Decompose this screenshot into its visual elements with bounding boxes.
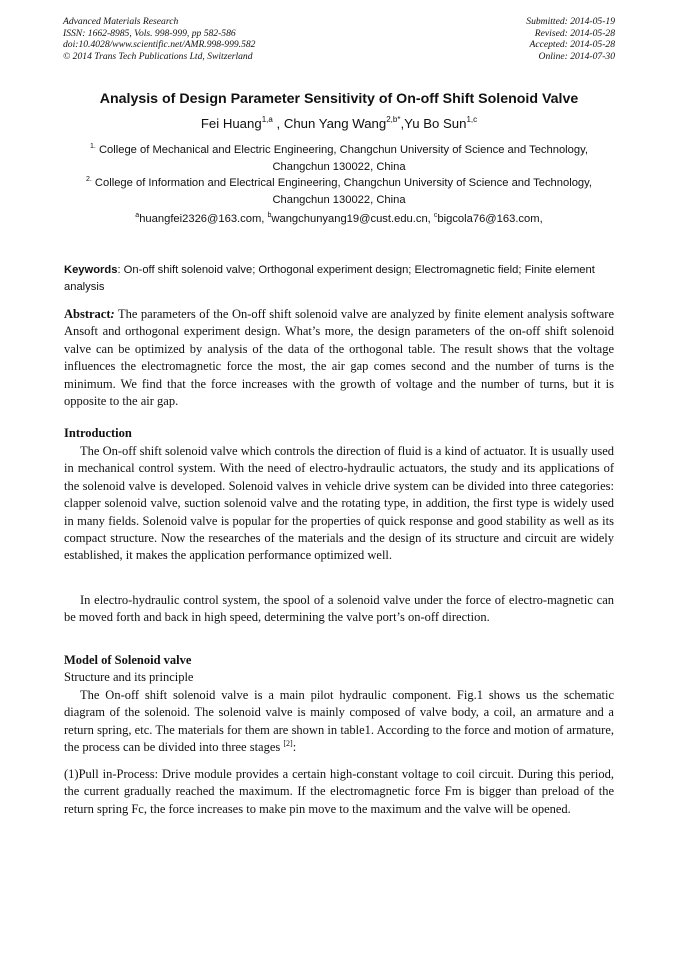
paragraph: The On-off shift solenoid valve which controls the direction of fluid is a kind of actuator. It is usually used in mechanical control system. With the need of electro-hydraulic actuators, the study and its applications of the solenoid valve is developed. Solenoid valves in vehicle drive system can be divided into three categories: clapper solenoid valve, suction solenoid valve and the rotating type, in addition, the first type is widely used in many fields. Solenoid valve is popular for the properties of quick response and good stability as well as its compact structure. Now the researches of the materials and the design of its structure and circuit are widely established, it makes the application performance optimized well.: [64, 444, 614, 563]
keywords-label: Keywords: [64, 264, 118, 276]
author-superscript: 1,c: [466, 115, 478, 124]
author-superscript: 1,a: [261, 115, 273, 124]
journal-info: [63, 16, 255, 62]
author-name: Chun Yang Wang: [283, 116, 387, 131]
author-name: Yu Bo Sun: [404, 116, 467, 131]
abstract-label: Abstract: [64, 307, 111, 321]
submitted-date: Submitted: 2014-05-19: [526, 16, 615, 27]
issn-line: ISSN: 1662-8985, Vols. 998-999, pp 582-586: [63, 27, 236, 39]
paragraph-text: The On-off shift solenoid valve is a main pilot hydraulic component. Fig.1 shows us the schematic diagram of the solenoid. The solenoid valve is mainly composed of valve body, a coil, an armature and a return spring, etc. The materials for them are shown in table1. According to the force and motion of armature, the process can be divided into three stages: [64, 688, 614, 755]
journal-name: Advanced Materials Research: [63, 16, 179, 27]
affiliation-text: College of Information and Electrical Engineering, Changchun University of Science and Technology, Changchun 130022, China: [94, 177, 593, 206]
paragraph-end: :: [292, 740, 297, 755]
section-heading-introduction: Introduction: [64, 426, 132, 440]
abstract-colon: :: [110, 307, 115, 321]
online-date: Online: 2014-07-30: [538, 50, 615, 62]
publication-dates: [526, 16, 615, 62]
author-superscript: 2,b*: [386, 115, 401, 124]
abstract-text: The parameters of the On-off shift solenoid valve are analyzed by finite element analysis software Ansoft and orthogonal experiment design. What’s more, the design parameters of the on-off shift solenoid valve can be optimized by analysis of the data of the orthogonal table. The result shows that the voltage influences the electromagnetic force the most, the air gap comes second and the number of turns is the minimum. We find that the force increases with the growth of voltage and the number of turns, but it is opposite to the air gap.: [64, 307, 614, 409]
author-list: Fei Huang$^{1,a}$ , Chun Yang Wang$^{2,b*}$,Yu Bo Sun$^{1,c}$: [200, 115, 478, 131]
citation-ref: [2]: [283, 739, 293, 749]
affiliation-1: [64, 142, 614, 176]
paragraph: [64, 687, 614, 757]
accepted-date: Accepted: 2014-05-28: [529, 39, 615, 51]
email-mark: b: [267, 212, 272, 219]
paragraph: (1)Pull in-Process: Drive module provides a certain high-constant voltage to coil circuit. During this period, the current gradually reached the maximum. If the electromagnetic force Fm is bigger than preload of the return spring Fc, the force increases to make pin move to the maximum and the valve will be opened.: [64, 767, 614, 816]
email-mark: a: [135, 212, 140, 219]
email-mark: c: [433, 212, 438, 219]
author-name: Fei Huang: [200, 116, 262, 131]
subsection-heading: Structure and its principle: [64, 670, 194, 684]
doi-line: doi:10.4028/www.scientific.net/AMR.998-999.582: [63, 39, 256, 51]
affiliation-text: College of Mechanical and Electric Engineering, Changchun University of Science and Technology, Changchun 130022, China: [98, 144, 588, 173]
keywords: [64, 262, 614, 295]
email-address: huangfei2326@163.com,: [139, 213, 265, 225]
revised-date: Revised: 2014-05-28: [534, 27, 615, 39]
affiliation-2: [64, 175, 614, 209]
email-address: bigcola76@163.com,: [437, 213, 543, 225]
affiliation-mark: 2.: [85, 176, 92, 183]
paper-title: Analysis of Design Parameter Sensitivity of On-off Shift Solenoid Valve: [99, 91, 579, 107]
paragraph: In electro-hydraulic control system, the spool of a solenoid valve under the force of electro-magnetic can be moved forth and back in high speed, determining the valve port’s on-off direction.: [64, 593, 614, 625]
keywords-text: : On-off shift solenoid valve; Orthogonal experiment design; Electromagnetic field; Finite element analysis: [64, 264, 595, 293]
affiliation-mark: 1.: [90, 143, 96, 150]
email-address: wangchunyang19@cust.edu.cn,: [271, 213, 431, 225]
section-heading-model: Model of Solenoid valve: [64, 653, 192, 667]
author-emails: [40, 213, 638, 225]
copyright-line: © 2014 Trans Tech Publications Ltd, Switzerland: [63, 50, 253, 62]
abstract: [64, 306, 614, 410]
